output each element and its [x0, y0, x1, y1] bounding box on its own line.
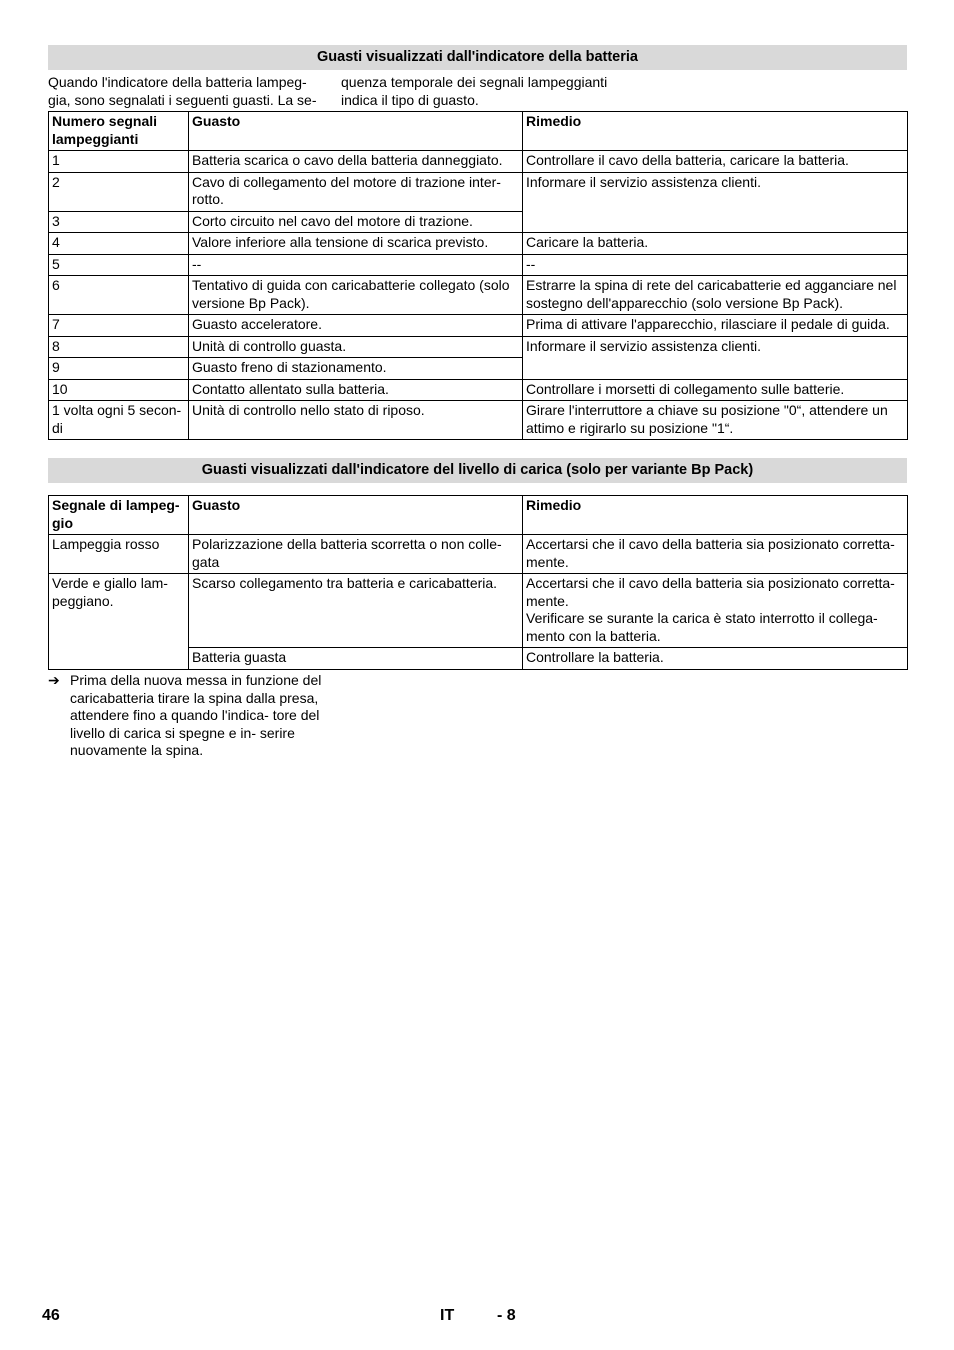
header-segnale: Segnale di lampeg- gio	[49, 496, 189, 535]
cell-n: 3	[49, 211, 189, 233]
table-row	[49, 233, 908, 255]
cell-guasto: Batteria scarica o cavo della batteria danneggiato.	[189, 151, 523, 173]
header-guasto: Guasto	[189, 496, 523, 535]
rimedio-line-1: Accertarsi che il cavo della batteria sia posizionato corretta- mente.	[526, 575, 895, 609]
cell-guasto: Contatto allentato sulla batteria.	[189, 379, 523, 401]
section1-intro-col1: Quando l'indicatore della batteria lampeg- gia, sono segnalati i seguenti guasti. La se-	[48, 74, 317, 108]
cell-rimedio: --	[523, 254, 908, 276]
table-row	[49, 172, 908, 211]
cell-rimedio: Prima di attivare l'apparecchio, rilasciare il pedale di guida.	[523, 315, 908, 337]
cell-rimedio: Informare il servizio assistenza clienti.	[523, 172, 908, 233]
cell-guasto: Cavo di collegamento del motore di trazione inter- rotto.	[189, 172, 523, 211]
header-rimedio: Rimedio	[523, 112, 908, 151]
cell-rimedio	[523, 574, 908, 648]
cell-n: 10	[49, 379, 189, 401]
cell-rimedio: Accertarsi che il cavo della batteria sia posizionato corretta- mente.	[523, 535, 908, 574]
cell-guasto: Guasto acceleratore.	[189, 315, 523, 337]
arrow-right-icon: ➔	[48, 672, 60, 688]
table-row	[49, 336, 908, 358]
section2-title: Guasti visualizzati dall'indicatore del livello di carica (solo per variante Bp Pack)	[48, 458, 907, 483]
cell-guasto: Corto circuito nel cavo del motore di trazione.	[189, 211, 523, 233]
cell-n: 1 volta ogni 5 secon- di	[49, 401, 189, 440]
header-numero: Numero segnali lampeggianti	[49, 112, 189, 151]
table-row	[49, 535, 908, 574]
table-row	[49, 151, 908, 173]
rimedio-line-2: Verificare se surante la carica è stato interrotto il collega- mento con la batteria.	[526, 610, 878, 644]
table-row	[49, 254, 908, 276]
cell-n: 1	[49, 151, 189, 173]
cell-n: 2	[49, 172, 189, 211]
cell-rimedio: Girare l'interruttore a chiave su posizione "0“, attendere un attimo e rigirarlo su posizione "1“.	[523, 401, 908, 440]
cell-guasto: Unità di controllo guasta.	[189, 336, 523, 358]
header-rimedio: Rimedio	[523, 496, 908, 535]
table-row	[49, 315, 908, 337]
cell-n: 7	[49, 315, 189, 337]
cell-n: 4	[49, 233, 189, 255]
cell-n: 9	[49, 358, 189, 380]
cell-guasto: Polarizzazione della batteria scorretta o non colle- gata	[189, 535, 523, 574]
header-guasto: Guasto	[189, 112, 523, 151]
cell-guasto: Valore inferiore alla tensione di scarica previsto.	[189, 233, 523, 255]
section1-title: Guasti visualizzati dall'indicatore della batteria	[48, 45, 907, 70]
table-header-row	[49, 112, 908, 151]
table-row	[49, 379, 908, 401]
table-row	[49, 401, 908, 440]
sub-page-number: - 8	[497, 1307, 516, 1324]
note-text: Prima della nuova messa in funzione del caricabatteria tirare la spina dalla presa, attendere fino a quando l'indica- tore del livello di carica si spegne e in- serire nuovamente la spina.	[70, 672, 322, 758]
cell-rimedio: Controllare la batteria.	[523, 648, 908, 670]
cell-rimedio: Caricare la batteria.	[523, 233, 908, 255]
language-code: IT	[440, 1307, 455, 1324]
cell-rimedio: Controllare il cavo della batteria, caricare la batteria.	[523, 151, 908, 173]
charge-indicator-fault-table	[48, 495, 908, 670]
table-row	[49, 276, 908, 315]
section1-intro-col2: quenza temporale dei segnali lampeggianti indica il tipo di guasto.	[341, 74, 608, 108]
cell-guasto: Scarso collegamento tra batteria e caricabatteria.	[189, 574, 523, 648]
cell-rimedio: Informare il servizio assistenza clienti.	[523, 336, 908, 379]
cell-guasto: Guasto freno di stazionamento.	[189, 358, 523, 380]
table-header-row	[49, 496, 908, 535]
cell-rimedio: Estrarre la spina di rete del caricabatterie ed agganciare nel sostegno dell'apparecchio (solo versione Bp Pack).	[523, 276, 908, 315]
cell-guasto: Batteria guasta	[189, 648, 523, 670]
cell-guasto: Tentativo di guida con caricabatterie collegato (solo versione Bp Pack).	[189, 276, 523, 315]
battery-fault-table	[48, 111, 908, 440]
cell-segnale: Lampeggia rosso	[49, 535, 189, 574]
cell-guasto: --	[189, 254, 523, 276]
cell-guasto: Unità di controllo nello stato di riposo.	[189, 401, 523, 440]
cell-segnale: Verde e giallo lam- peggiano.	[49, 574, 189, 670]
cell-n: 5	[49, 254, 189, 276]
table-row	[49, 574, 908, 648]
cell-n: 8	[49, 336, 189, 358]
cell-n: 6	[49, 276, 189, 315]
page-number: 46	[42, 1307, 60, 1324]
cell-rimedio: Controllare i morsetti di collegamento sulle batterie.	[523, 379, 908, 401]
